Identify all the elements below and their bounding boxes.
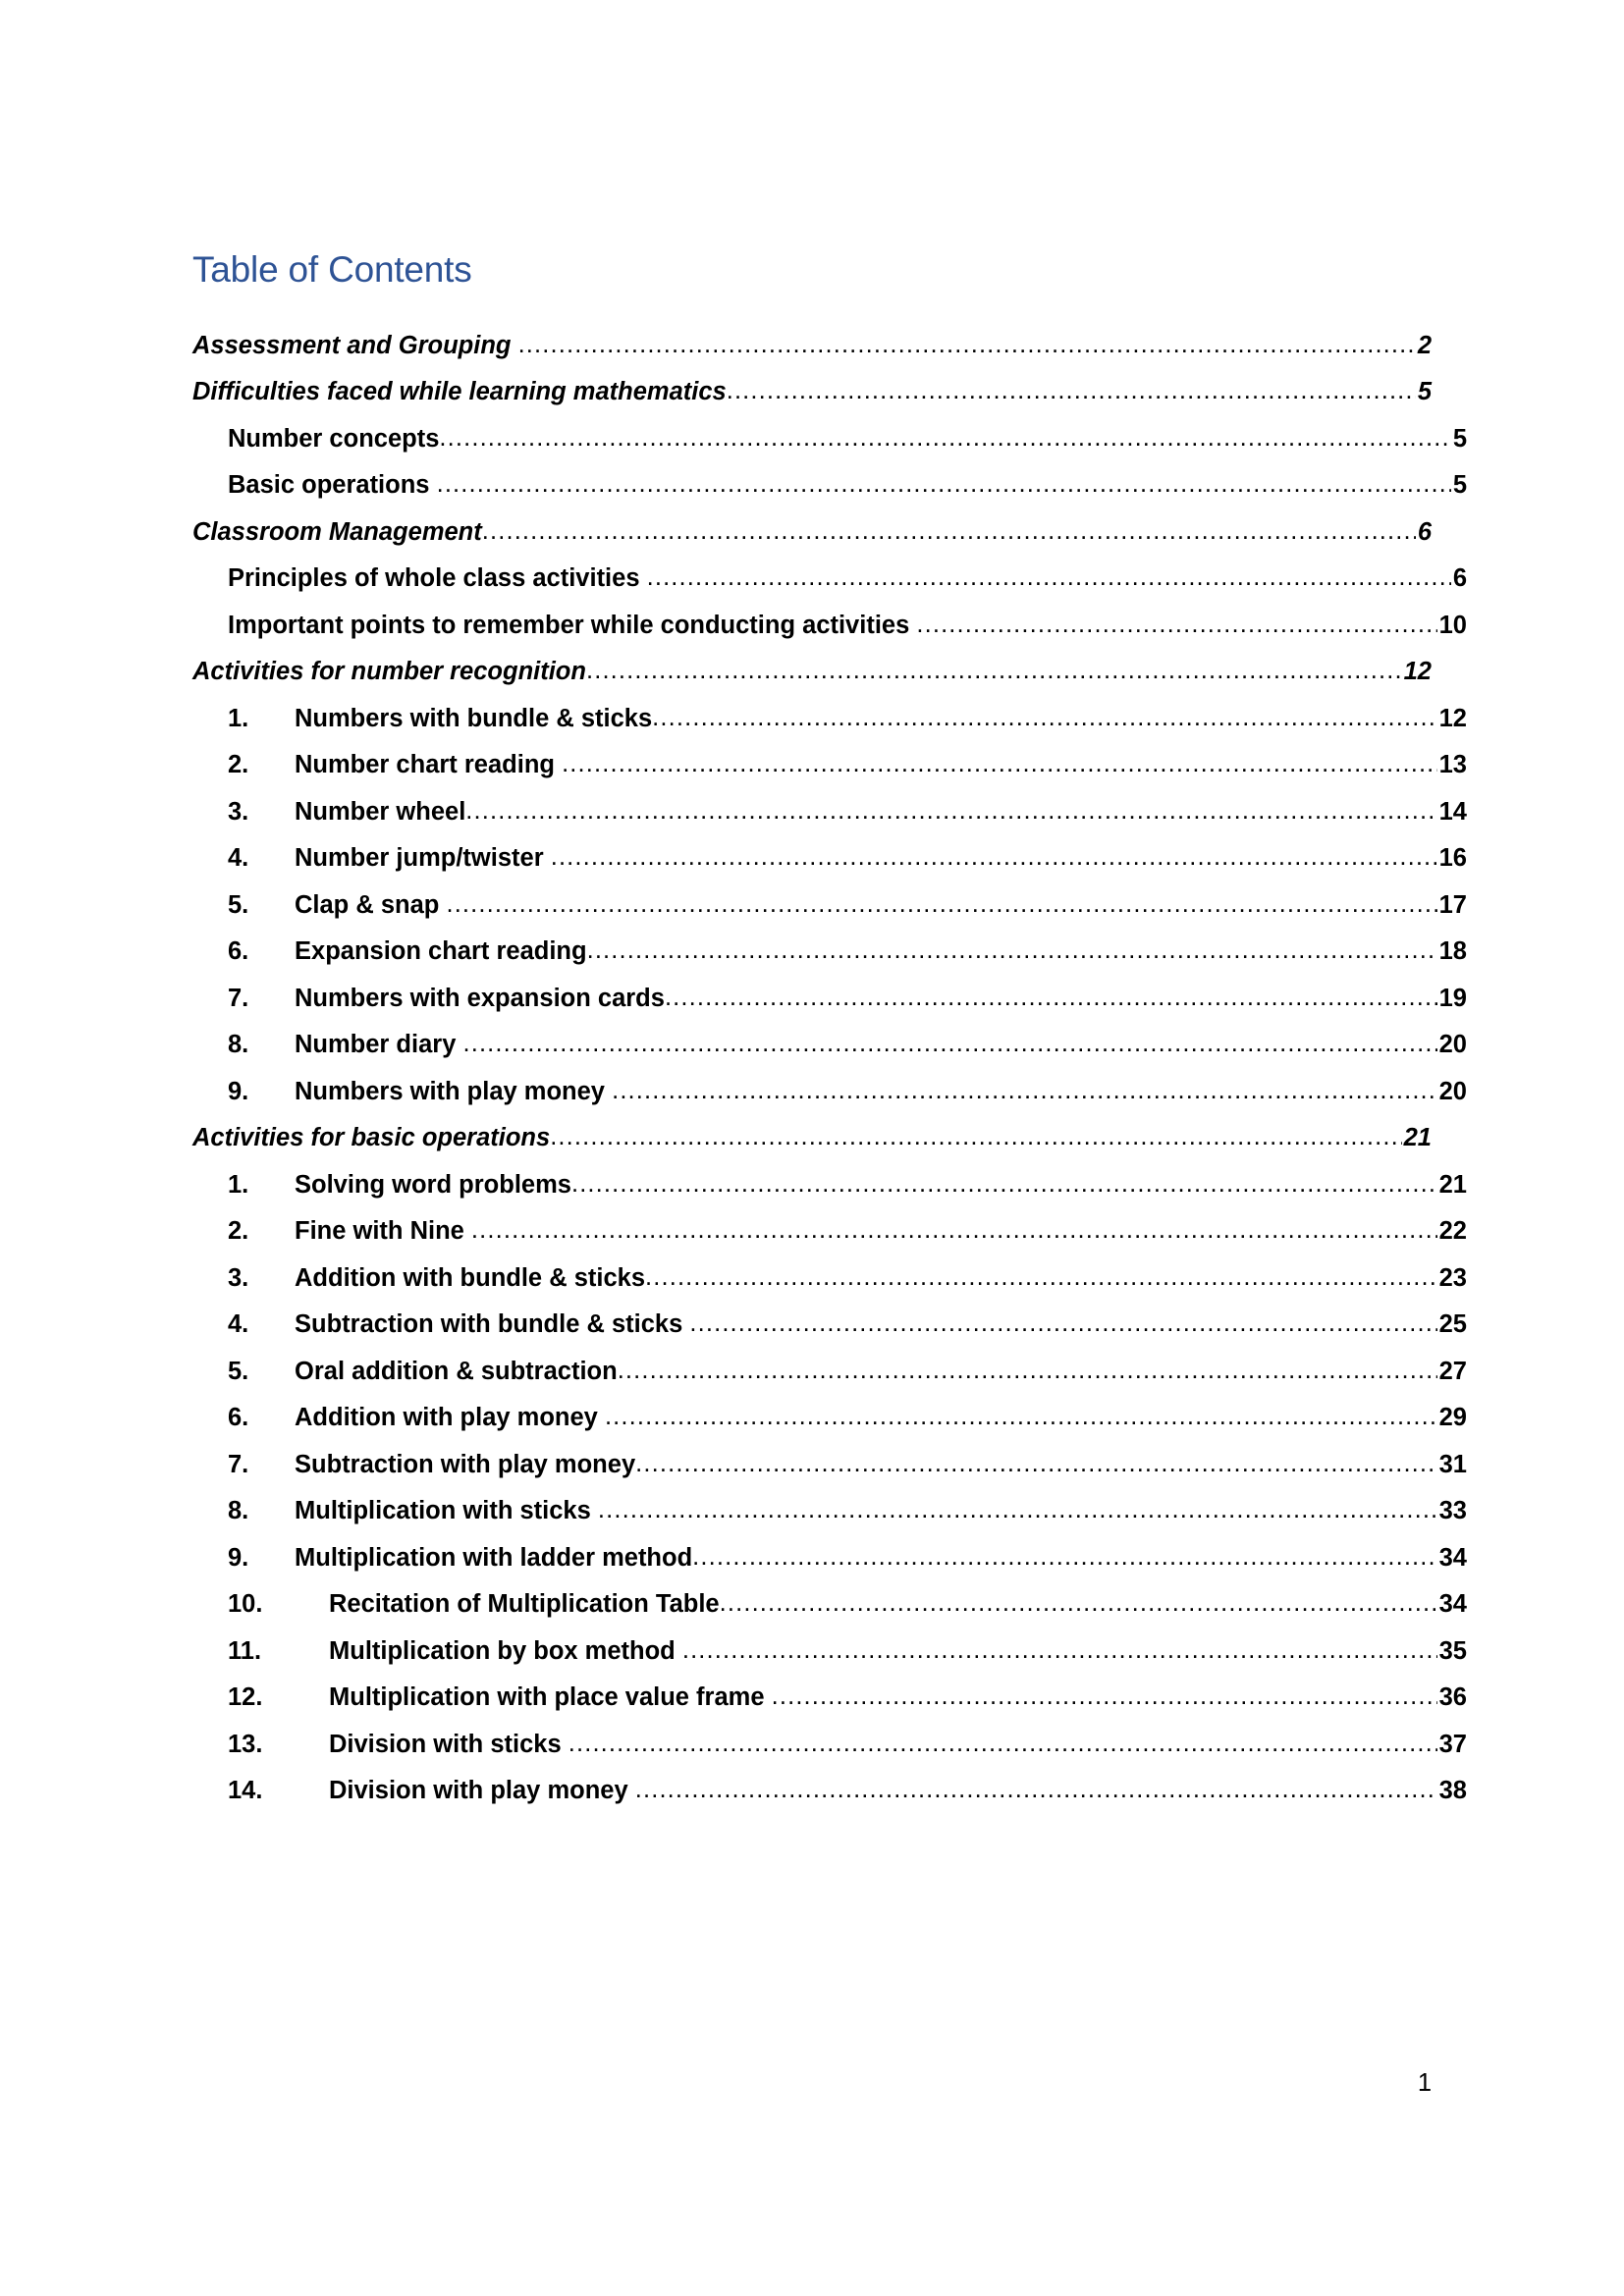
toc-entry-label: Numbers with play money bbox=[295, 1077, 613, 1105]
toc-entry-number: 9. bbox=[228, 1543, 249, 1572]
toc-entry-page-number: 37 bbox=[1438, 1730, 1467, 1758]
toc-entry-label: Clap & snap bbox=[295, 890, 447, 919]
toc-entry-level2[interactable] bbox=[192, 1730, 1467, 1758]
toc-entry-level2[interactable] bbox=[192, 473, 1467, 499]
toc-dot-leader bbox=[665, 986, 1437, 1011]
toc-dot-leader bbox=[727, 379, 1416, 404]
toc-entry-number: 11. bbox=[228, 1636, 262, 1665]
toc-entry-level2[interactable] bbox=[192, 424, 1467, 453]
toc-entry-page-number: 16 bbox=[1438, 844, 1467, 873]
toc-entry-level2[interactable] bbox=[192, 1357, 1467, 1385]
toc-entry-number: 1. bbox=[228, 704, 249, 732]
toc-entry-page-number: 34 bbox=[1438, 1590, 1467, 1619]
toc-entry-label: Number jump/twister bbox=[295, 844, 551, 873]
toc-dot-leader bbox=[635, 1452, 1436, 1477]
toc-entry-level2[interactable] bbox=[192, 1499, 1467, 1524]
toc-entry-label: Classroom Management bbox=[192, 517, 482, 546]
toc-entry-level2[interactable] bbox=[192, 566, 1467, 592]
toc-entry-label: Addition with play money bbox=[295, 1404, 605, 1432]
toc-entry-number: 4. bbox=[228, 844, 249, 873]
toc-entry-label: Number chart reading bbox=[295, 751, 563, 779]
toc-entry-level2[interactable] bbox=[192, 1636, 1467, 1665]
toc-entry-number: 2. bbox=[228, 1217, 249, 1246]
toc-entry-number: 8. bbox=[228, 1497, 249, 1525]
toc-entry-page-number: 34 bbox=[1438, 1543, 1467, 1572]
toc-entry-page-number: 6 bbox=[1452, 564, 1467, 593]
toc-entry-level2[interactable] bbox=[192, 1263, 1467, 1292]
toc-dot-leader bbox=[562, 752, 1437, 777]
toc-entry-page-number: 31 bbox=[1438, 1450, 1467, 1478]
toc-dot-leader bbox=[446, 892, 1436, 918]
toc-dot-leader bbox=[587, 938, 1437, 964]
toc-entry-level2[interactable] bbox=[192, 846, 1467, 872]
toc-entry-page-number: 27 bbox=[1438, 1357, 1467, 1385]
toc-entry-label: Addition with bundle & sticks bbox=[295, 1263, 645, 1292]
toc-entry-level2[interactable] bbox=[192, 1543, 1467, 1572]
toc-entry-label: Expansion chart reading bbox=[295, 937, 587, 966]
toc-dot-leader bbox=[689, 1311, 1436, 1337]
toc-entry-label: Principles of whole class activities bbox=[228, 564, 647, 593]
toc-entry-page-number: 38 bbox=[1438, 1777, 1467, 1805]
toc-entry-page-number: 10 bbox=[1438, 611, 1467, 639]
toc-entry-page-number: 21 bbox=[1403, 1124, 1432, 1152]
toc-dot-leader bbox=[682, 1638, 1437, 1664]
toc-entry-number: 9. bbox=[228, 1077, 249, 1105]
toc-entry-level2[interactable] bbox=[192, 797, 1467, 826]
toc-entry-label: Number concepts bbox=[228, 424, 440, 453]
toc-dot-leader bbox=[916, 613, 1436, 638]
page-title: Table of Contents bbox=[192, 249, 472, 290]
toc-entry-label: Fine with Nine bbox=[295, 1217, 471, 1246]
toc-entry-number: 7. bbox=[228, 1450, 249, 1478]
toc-dot-leader bbox=[437, 472, 1451, 498]
toc-entry-level1[interactable] bbox=[192, 660, 1432, 685]
toc-entry-page-number: 23 bbox=[1438, 1263, 1467, 1292]
toc-entry-level2[interactable] bbox=[192, 1219, 1467, 1245]
toc-dot-leader bbox=[692, 1545, 1436, 1571]
toc-entry-page-number: 29 bbox=[1438, 1404, 1467, 1432]
toc-entry-page-number: 5 bbox=[1417, 378, 1432, 406]
toc-entry-number: 5. bbox=[228, 890, 249, 919]
toc-dot-leader bbox=[568, 1732, 1437, 1757]
toc-dot-leader bbox=[551, 845, 1437, 871]
toc-entry-level2[interactable] bbox=[192, 890, 1467, 919]
toc-entry-level1[interactable] bbox=[192, 331, 1432, 359]
toc-dot-leader bbox=[550, 1125, 1401, 1150]
toc-dot-leader bbox=[605, 1405, 1437, 1430]
toc-entry-level2[interactable] bbox=[192, 611, 1467, 639]
page-number-footer: 1 bbox=[1417, 2069, 1432, 2097]
toc-entry-number: 3. bbox=[228, 797, 249, 826]
toc-entry-label: Solving word problems bbox=[295, 1170, 571, 1199]
toc-entry-label: Assessment and Grouping bbox=[192, 331, 518, 359]
toc-dot-leader bbox=[647, 565, 1451, 591]
toc-dot-leader bbox=[571, 1172, 1437, 1198]
toc-dot-leader bbox=[618, 1359, 1437, 1384]
toc-entry-number: 7. bbox=[228, 984, 249, 1012]
toc-content bbox=[192, 249, 1467, 1826]
toc-entry-page-number: 2 bbox=[1417, 331, 1432, 359]
toc-entry-page-number: 17 bbox=[1438, 890, 1467, 919]
toc-dot-leader bbox=[586, 659, 1402, 684]
toc-entry-number: 3. bbox=[228, 1263, 249, 1292]
toc-entry-label: Multiplication with place value frame bbox=[329, 1683, 772, 1712]
toc-entry-label: Multiplication with sticks bbox=[295, 1497, 598, 1525]
toc-entry-label: Important points to remember while conducting activities bbox=[228, 611, 917, 639]
toc-entry-label: Number wheel bbox=[295, 797, 466, 826]
toc-entry-level2[interactable] bbox=[192, 1312, 1467, 1338]
toc-entry-page-number: 36 bbox=[1438, 1683, 1467, 1712]
toc-entry-level2[interactable] bbox=[192, 1592, 1467, 1618]
toc-entry-label: Oral addition & subtraction bbox=[295, 1357, 618, 1385]
toc-dot-leader bbox=[598, 1498, 1437, 1523]
toc-entry-level2[interactable] bbox=[192, 1779, 1467, 1804]
toc-entry-page-number: 33 bbox=[1438, 1497, 1467, 1525]
toc-entry-label: Activities for number recognition bbox=[192, 658, 586, 686]
toc-entry-level1[interactable] bbox=[192, 1126, 1432, 1151]
toc-entry-label: Numbers with bundle & sticks bbox=[295, 704, 653, 732]
toc-entry-level2[interactable] bbox=[192, 704, 1467, 732]
toc-entry-page-number: 12 bbox=[1438, 704, 1467, 732]
toc-entry-number: 5. bbox=[228, 1357, 249, 1385]
toc-entry-page-number: 18 bbox=[1438, 937, 1467, 966]
toc-entry-number: 10. bbox=[228, 1590, 263, 1619]
toc-entry-page-number: 25 bbox=[1438, 1310, 1467, 1339]
toc-entry-label: Division with play money bbox=[329, 1777, 635, 1805]
toc-list bbox=[192, 331, 1467, 1805]
toc-entry-number: 4. bbox=[228, 1310, 249, 1339]
toc-entry-page-number: 12 bbox=[1403, 658, 1432, 686]
toc-entry-level2[interactable] bbox=[192, 1685, 1467, 1711]
toc-dot-leader bbox=[652, 706, 1436, 731]
toc-entry-label: Recitation of Multiplication Table bbox=[329, 1590, 720, 1619]
toc-entry-label: Number diary bbox=[295, 1031, 463, 1059]
toc-entry-level1[interactable] bbox=[192, 517, 1432, 546]
toc-entry-level2[interactable] bbox=[192, 1033, 1467, 1058]
toc-entry-level2[interactable] bbox=[192, 1170, 1467, 1199]
toc-entry-level2[interactable] bbox=[192, 753, 1467, 778]
toc-entry-page-number: 5 bbox=[1452, 424, 1467, 453]
toc-entry-level2[interactable] bbox=[192, 1077, 1467, 1105]
toc-entry-number: 13. bbox=[228, 1730, 263, 1758]
toc-entry-label: Division with sticks bbox=[329, 1730, 568, 1758]
toc-entry-number: 6. bbox=[228, 1404, 249, 1432]
toc-dot-leader bbox=[439, 426, 1450, 452]
toc-entry-label: Numbers with expansion cards bbox=[295, 984, 665, 1012]
toc-entry-page-number: 20 bbox=[1438, 1031, 1467, 1059]
toc-dot-leader bbox=[465, 799, 1436, 825]
toc-entry-level2[interactable] bbox=[192, 1406, 1467, 1431]
toc-entry-page-number: 6 bbox=[1417, 517, 1432, 546]
toc-entry-level2[interactable] bbox=[192, 984, 1467, 1012]
toc-entry-number: 2. bbox=[228, 751, 249, 779]
toc-entry-number: 1. bbox=[228, 1170, 249, 1199]
toc-entry-label: Difficulties faced while learning mathematics bbox=[192, 378, 727, 406]
toc-entry-level2[interactable] bbox=[192, 939, 1467, 965]
toc-dot-leader bbox=[645, 1265, 1437, 1291]
toc-entry-label: Subtraction with play money bbox=[295, 1450, 636, 1478]
toc-entry-label: Subtraction with bundle & sticks bbox=[295, 1310, 690, 1339]
toc-entry-number: 8. bbox=[228, 1031, 249, 1059]
toc-dot-leader bbox=[635, 1778, 1437, 1803]
toc-dot-leader bbox=[772, 1684, 1437, 1710]
toc-entry-label: Activities for basic operations bbox=[192, 1124, 551, 1152]
toc-entry-page-number: 21 bbox=[1438, 1170, 1467, 1199]
toc-entry-page-number: 5 bbox=[1452, 471, 1467, 500]
toc-dot-leader bbox=[471, 1218, 1437, 1244]
toc-entry-number: 14. bbox=[228, 1777, 263, 1805]
toc-entry-page-number: 19 bbox=[1438, 984, 1467, 1012]
toc-dot-leader bbox=[612, 1079, 1437, 1104]
toc-entry-page-number: 13 bbox=[1438, 751, 1467, 779]
toc-entry-number: 12. bbox=[228, 1683, 263, 1712]
toc-entry-level2[interactable] bbox=[192, 1450, 1467, 1478]
toc-entry-page-number: 35 bbox=[1438, 1636, 1467, 1665]
toc-entry-label: Multiplication by box method bbox=[329, 1636, 682, 1665]
toc-dot-leader bbox=[482, 519, 1416, 545]
toc-entry-level1[interactable] bbox=[192, 380, 1432, 405]
toc-entry-page-number: 22 bbox=[1438, 1217, 1467, 1246]
toc-entry-label: Multiplication with ladder method bbox=[295, 1543, 693, 1572]
toc-entry-number: 6. bbox=[228, 937, 249, 966]
toc-entry-label: Basic operations bbox=[228, 471, 437, 500]
toc-dot-leader bbox=[720, 1591, 1437, 1617]
toc-entry-page-number: 20 bbox=[1438, 1077, 1467, 1105]
toc-entry-page-number: 14 bbox=[1438, 797, 1467, 826]
toc-dot-leader bbox=[462, 1032, 1436, 1057]
toc-dot-leader bbox=[518, 333, 1416, 358]
